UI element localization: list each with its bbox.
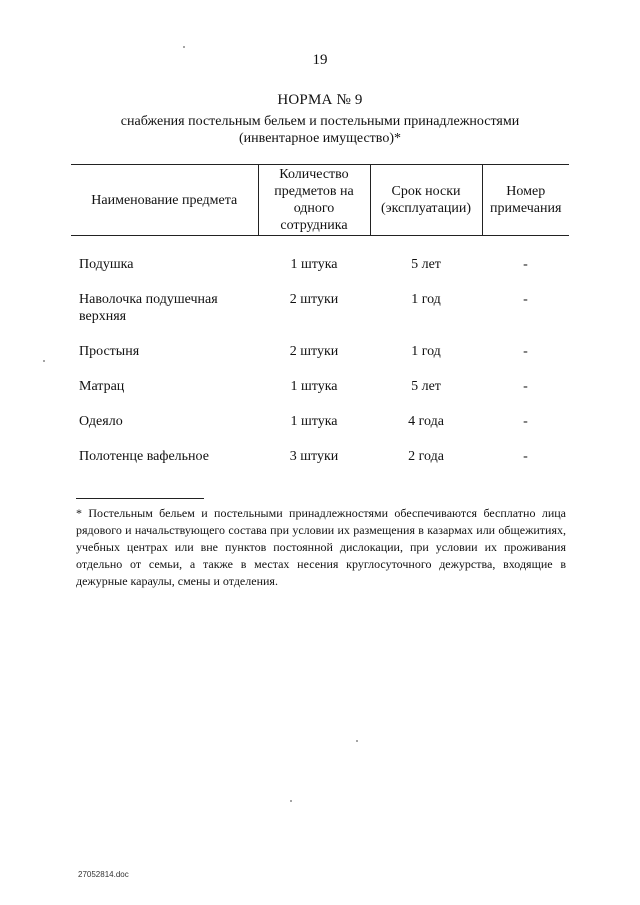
cell-name: Наволочка подушечная верхняя — [79, 292, 218, 324]
norm-title: НОРМА № 9 — [277, 92, 363, 108]
cell-note: - — [523, 292, 528, 307]
cell-note: - — [523, 379, 528, 394]
cell-quantity: 1 штука — [290, 379, 338, 394]
scan-speck — [356, 740, 358, 742]
cell-note: - — [523, 257, 528, 272]
cell-note: - — [523, 449, 528, 464]
header-name: Наименование предмета — [71, 165, 258, 236]
cell-name: Одеяло — [79, 414, 123, 429]
footnote: * Постельным бельем и постельными принадлежностями обеспечиваются бесплатно лица рядового и начальствующего состава при условии их размещения в казармах или общежитиях, учебных центрах или вне пунктов постоянной дислокации, при условии их проживания отдельно от семьи, а также в местах несения круглосуточного дежурства, входящие в дежурные караулы, смены и отделения. — [76, 506, 566, 588]
table-row — [71, 256, 569, 291]
cell-quantity: 2 штуки — [289, 344, 339, 359]
cell-quantity: 1 штука — [290, 257, 338, 272]
table-header-row — [71, 165, 569, 236]
cell-term: 1 год — [411, 344, 441, 359]
cell-name: Простыня — [79, 344, 140, 359]
cell-term: 1 год — [411, 292, 441, 307]
cell-name: Подушка — [79, 257, 134, 272]
page-number: 19 — [312, 52, 328, 68]
cell-term: 2 года — [408, 449, 444, 464]
cell-term: 5 лет — [411, 379, 441, 394]
cell-quantity: 2 штуки — [289, 292, 339, 307]
cell-name: Матрац — [79, 379, 125, 394]
table-row — [71, 448, 569, 483]
table-row — [71, 291, 569, 343]
cell-note: - — [523, 344, 528, 359]
table-row — [71, 378, 569, 413]
header-quantity: Количество предметов на одного сотрудника — [258, 165, 370, 236]
table-row — [71, 413, 569, 448]
cell-quantity: 1 штука — [290, 414, 338, 429]
header-term: Срок носки (эксплуатации) — [370, 165, 482, 236]
cell-name: Полотенце вафельное — [79, 449, 209, 464]
cell-term: 5 лет — [411, 257, 441, 272]
document-file-id: 27052814.doc — [78, 870, 129, 879]
cell-quantity: 3 штуки — [289, 449, 339, 464]
scan-speck — [43, 360, 45, 362]
norm-subtitle — [60, 113, 580, 147]
norm-table — [71, 164, 569, 483]
cell-term: 4 года — [408, 414, 444, 429]
scan-speck — [290, 800, 292, 802]
scan-speck — [183, 46, 185, 48]
norm-subtitle-line-1: снабжения постельным бельем и постельными принадлежностями — [120, 114, 520, 129]
footnote-separator — [76, 498, 204, 499]
cell-note: - — [523, 414, 528, 429]
table-row — [71, 343, 569, 378]
header-note: Номер примечания — [482, 165, 569, 236]
norm-subtitle-line-2: (инвентарное имущество)* — [239, 131, 401, 146]
